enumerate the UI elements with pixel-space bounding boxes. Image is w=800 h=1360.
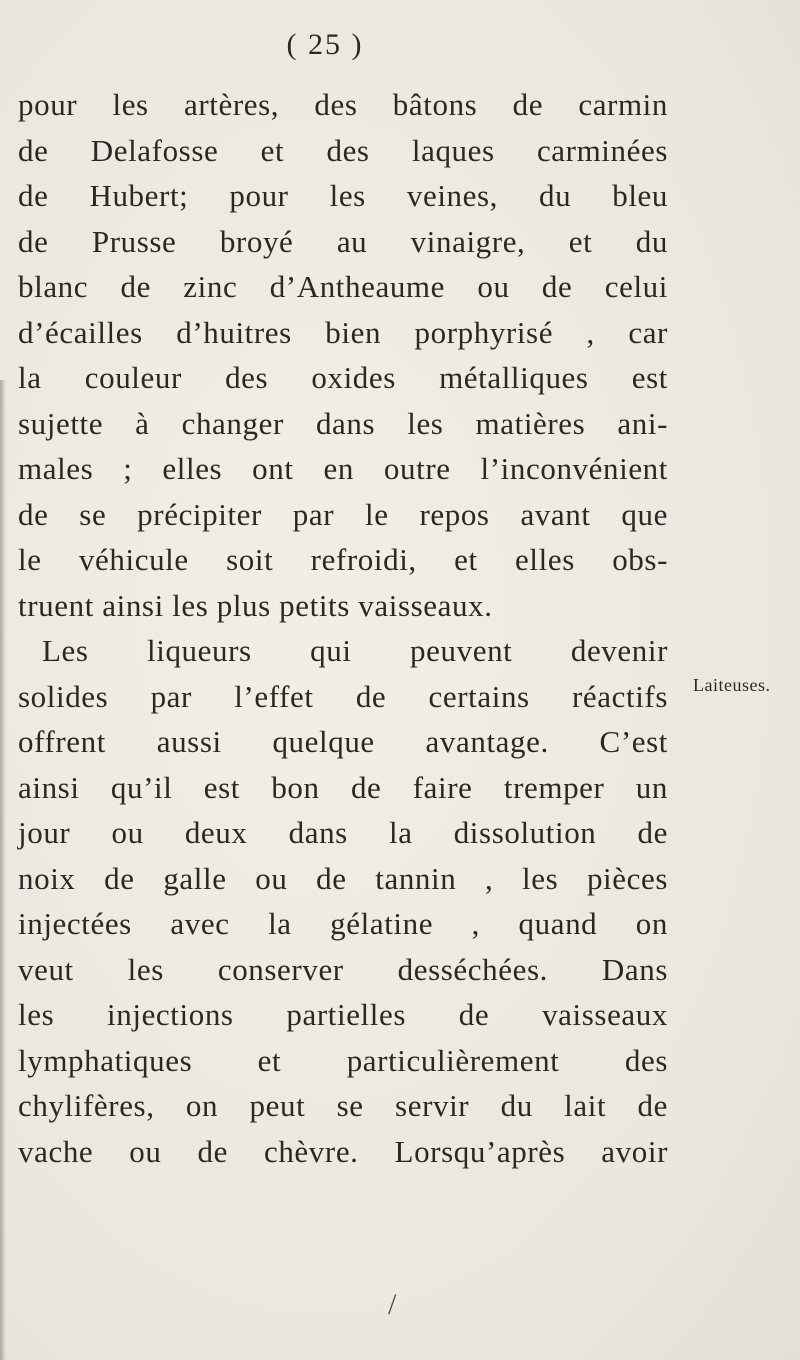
text-line: de Delafosse et des laques carminées [18, 132, 668, 168]
text-line: la couleur des oxides métalliques est [18, 360, 668, 395]
text-line: vache ou de chèvre. Lorsqu’après avoir [18, 1133, 668, 1169]
page-number: ( 25 ) [286, 28, 364, 61]
text-line: pour les artères, des bâtons de carmin [18, 87, 668, 122]
text-line: lymphatiques et particulièrement des [18, 1042, 668, 1078]
text-line: males ; elles ont en outre l’inconvénient [18, 451, 668, 486]
text-line: de se précipiter par le repos avant que [18, 496, 668, 532]
body-text [18, 82, 668, 1174]
stray-mark: / [388, 1288, 397, 1321]
text-line: blanc de zinc d’Antheaume ou de celui [18, 269, 668, 304]
text-line: noix de galle ou de tannin , les pièces [18, 860, 668, 896]
text-line: de Hubert; pour les veines, du bleu [18, 178, 668, 213]
text-line: jour ou deux dans la dissolution de [18, 815, 668, 850]
page-gutter-shadow [0, 380, 6, 1360]
text-line: le véhicule soit refroidi, et elles obs- [18, 542, 668, 577]
text-line: d’écailles d’huitres bien porphyrisé , car [18, 314, 668, 350]
text-line: Les liqueurs qui peuvent devenir [42, 633, 668, 668]
text-line: injectées avec la gélatine , quand on [18, 906, 668, 941]
text-line: chylifères, on peut se servir du lait de [18, 1088, 668, 1123]
text-line: offrent aussi quelque avantage. C’est [18, 724, 668, 759]
text-line: solides par l’effet de certains réactifs [18, 678, 668, 714]
text-line: ainsi qu’il est bon de faire tremper un [18, 769, 668, 805]
text-line: de Prusse broyé au vinaigre, et du [18, 223, 668, 259]
text-line: veut les conserver desséchées. Dans [18, 951, 668, 987]
text-line: les injections partielles de vaisseaux [18, 997, 668, 1032]
text-line: truent ainsi les plus petits vaisseaux. [18, 587, 493, 623]
text-line: sujette à changer dans les matières ani- [18, 405, 668, 441]
margin-note: Laiteuses. [693, 675, 771, 695]
